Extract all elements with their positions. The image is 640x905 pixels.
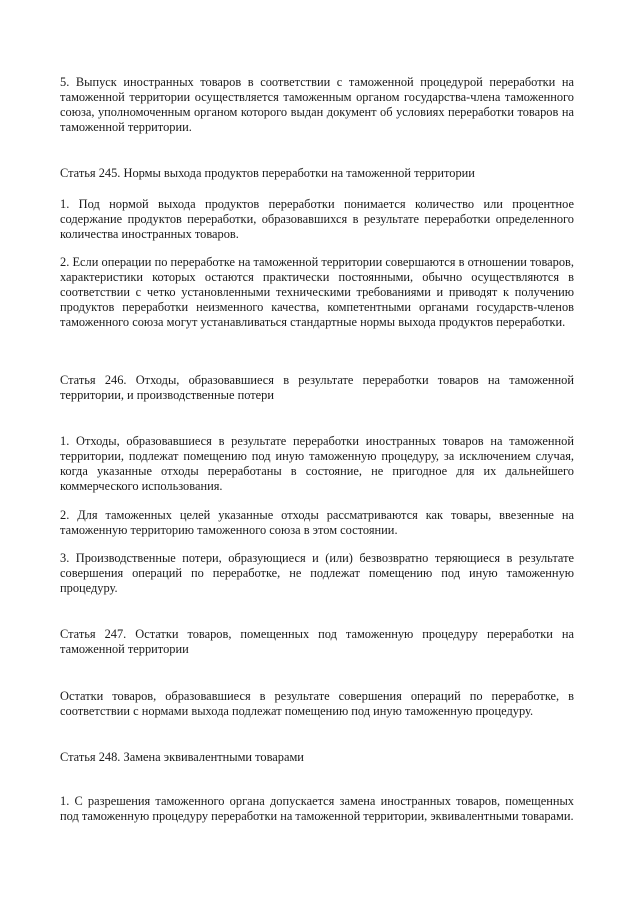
article-245-paragraph-1: 1. Под нормой выхода продуктов переработки понимается количество или процентное содержание продуктов переработки, образовавшихся в результате переработки определенного количества иностранных товаров. — [60, 197, 574, 241]
article-245-paragraph-2: 2. Если операции по переработке на таможенной территории совершаются в отношении товаров, характеристики которых остаются практически постоянными, обычно осуществляются в соответствии с четко установленными техническими требованиями и приводят к получению продуктов переработки неизменного качества, компетентными органами государств-членов таможенного союза могут устанавливаться стандартные нормы выхода продуктов переработки. — [60, 255, 574, 329]
article-247-paragraph-1: Остатки товаров, образовавшиеся в результате совершения операций по переработке, в соответствии с нормами выхода подлежат помещению под иную таможенную процедуру. — [60, 689, 574, 718]
article-245-heading: Статья 245. Нормы выхода продуктов переработки на таможенной территории — [60, 166, 475, 180]
paragraph-release-of-goods: 5. Выпуск иностранных товаров в соответствии с таможенной процедурой переработки на таможенной территории осуществляется таможенным органом государства-члена таможенного союза, уполномоченным органом которого выдан документ об условиях переработки товаров на таможенной территории. — [60, 75, 574, 134]
article-246-paragraph-3: 3. Производственные потери, образующиеся и (или) безвозвратно теряющиеся в результате совершения операций по переработке, не подлежат помещению под иную таможенную процедуру. — [60, 551, 574, 595]
article-248-paragraph-1: 1. С разрешения таможенного органа допускается замена иностранных товаров, помещенных под таможенную процедуру переработки на таможенной территории, эквивалентными товарами. — [60, 794, 574, 823]
article-248-heading: Статья 248. Замена эквивалентными товарами — [60, 750, 304, 764]
article-246-paragraph-2: 2. Для таможенных целей указанные отходы рассматриваются как товары, ввезенные на таможенную территорию таможенного союза в этом состоянии. — [60, 508, 574, 537]
article-246-paragraph-1: 1. Отходы, образовавшиеся в результате переработки иностранных товаров на таможенной территории, подлежат помещению под иную таможенную процедуру, за исключением случая, когда указанные отходы переработаны в состояние, не пригодное для их дальнейшего коммерческого использования. — [60, 434, 574, 493]
article-247-heading: Статья 247. Остатки товаров, помещенных под таможенную процедуру переработки на таможенной территории — [60, 627, 574, 656]
article-246-heading: Статья 246. Отходы, образовавшиеся в результате переработки товаров на таможенной территории, и производственные потери — [60, 373, 574, 402]
